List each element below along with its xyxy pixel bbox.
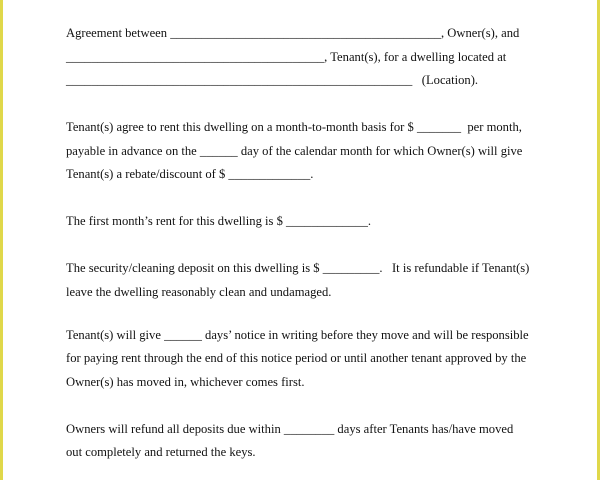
deposit-line-1: The security/cleaning deposit on this dwelling is $ _________. It is refundable if Tenant(s): [66, 261, 530, 275]
document-page: [3, 0, 597, 480]
notice-line-2: for paying rent through the end of this notice period or until another tenant approved by the: [66, 351, 527, 365]
rent-terms-line-1: Tenant(s) agree to rent this dwelling on a month-to-month basis for $ _______ per month,: [66, 120, 522, 134]
agreement-line-2: _________________________________________, Tenant(s), for a dwelling located at: [66, 50, 507, 64]
agreement-line-1: Agreement between ___________________________________________, Owner(s), and: [66, 26, 520, 40]
agreement-line-3: _______________________________________________________ (Location).: [66, 73, 479, 87]
deposit-line-2: leave the dwelling reasonably clean and undamaged.: [66, 285, 332, 299]
notice-line-1: Tenant(s) will give ______ days’ notice in writing before they move and will be responsible: [66, 328, 529, 342]
refund-line-1: Owners will refund all deposits due within ________ days after Tenants has/have moved: [66, 422, 514, 436]
rent-terms-line-2: payable in advance on the ______ day of the calendar month for which Owner(s) will give: [66, 144, 523, 158]
notice-line-3: Owner(s) has moved in, whichever comes first.: [66, 375, 305, 389]
refund-line-2: out completely and returned the keys.: [66, 445, 256, 459]
rent-terms-line-3: Tenant(s) a rebate/discount of $ _____________.: [66, 167, 314, 181]
first-month-line-1: The first month’s rent for this dwelling is $ _____________.: [66, 214, 372, 228]
